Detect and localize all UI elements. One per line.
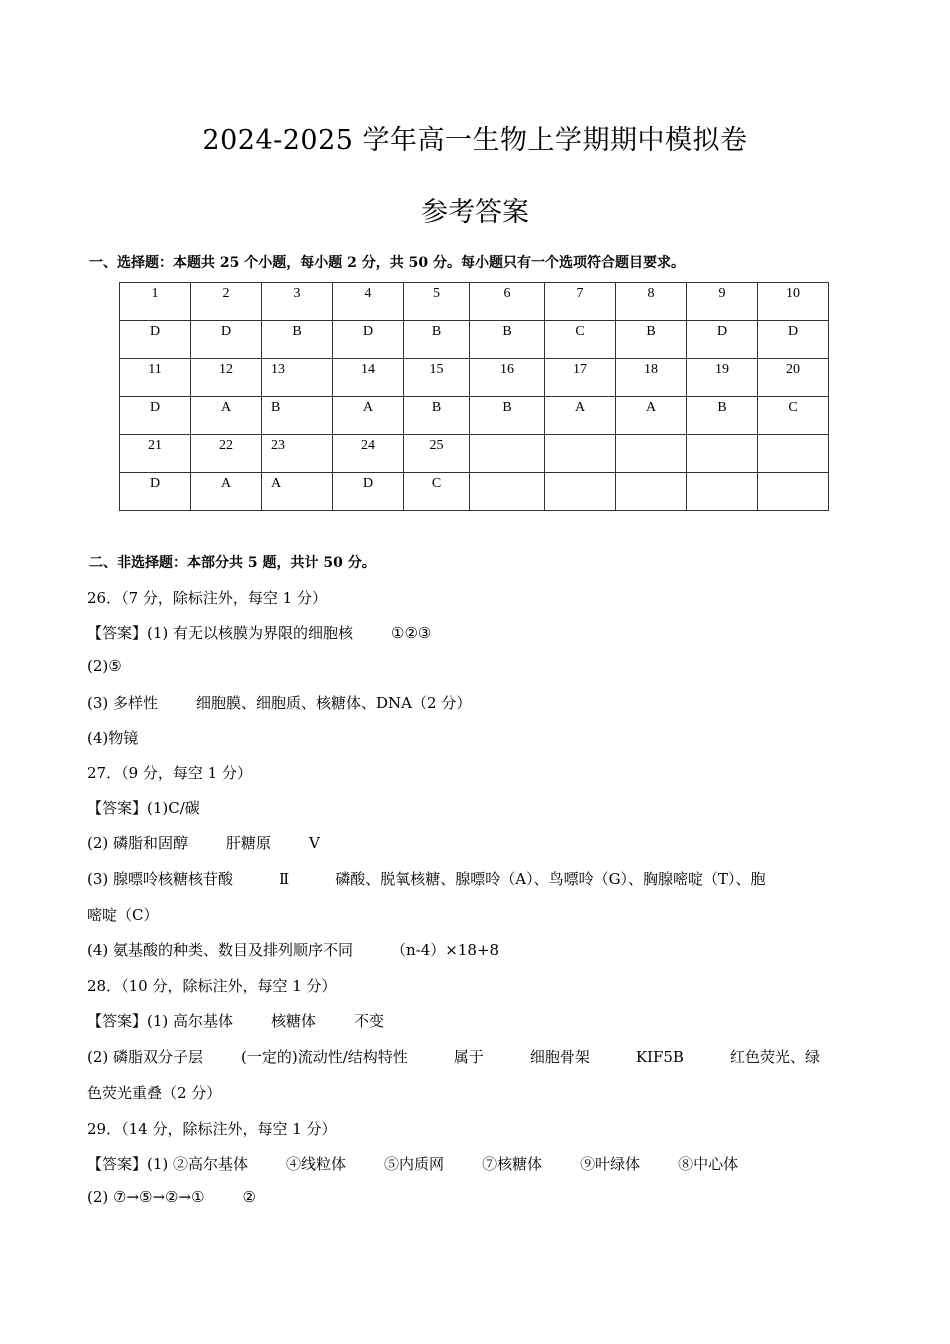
cell-text: 1 (151, 286, 159, 301)
question-number-cell (758, 283, 829, 321)
answer-cell (191, 473, 262, 511)
q27-answer-3a: (3) 腺嘌呤核糖核苷酸 (87, 870, 234, 888)
q27-answer-4 (87, 939, 499, 960)
question-number-cell (758, 359, 829, 397)
cell-text: D (220, 324, 232, 339)
cell-text: 14 (361, 362, 375, 377)
cell-text: 12 (219, 362, 233, 377)
q27-answer-4b: （n-4）×18+8 (391, 941, 500, 959)
cell-text: 13 (271, 362, 285, 377)
question-number-row (120, 283, 829, 321)
cell-text: 9 (718, 286, 726, 301)
cell-text: A (362, 400, 374, 415)
q29-heading: 29．（14 分，除标注外，每空 1 分） (87, 1120, 337, 1138)
q28-answer-2a: (2) 磷脂双分子层 (87, 1048, 204, 1066)
question-number-cell (120, 359, 191, 397)
cell-text: A (220, 476, 232, 491)
cell-text: D (149, 400, 161, 415)
cell-text: 17 (573, 362, 587, 377)
question-number-cell (404, 359, 470, 397)
q29-answer-1f: ⑧中心体 (678, 1155, 739, 1173)
q27-answer-4a: (4) 氨基酸的种类、数目及排列顺序不同 (87, 941, 354, 959)
answer-cell (333, 473, 404, 511)
answer-cell (545, 473, 616, 511)
cell-text: B (431, 400, 442, 415)
question-number-cell (262, 359, 333, 397)
answer-row (120, 397, 829, 435)
answer-cell (191, 397, 262, 435)
q27-answer-2 (87, 832, 320, 853)
answer-cell (616, 321, 687, 359)
page-subtitle: 参考答案 (421, 197, 529, 228)
cell-text: 7 (576, 286, 584, 301)
cell-text: D (716, 324, 728, 339)
answer-cell (687, 321, 758, 359)
q29-answer-1e: ⑨叶绿体 (580, 1155, 641, 1173)
cell-text (470, 473, 544, 476)
question-number-cell (120, 283, 191, 321)
cell-text: 15 (429, 362, 444, 377)
cell-text: D (362, 476, 374, 491)
q28-answer-1a: 【答案】(1) 高尔基体 (87, 1012, 234, 1030)
q29-answer-1 (87, 1153, 738, 1174)
q26-answer-3a: (3) 多样性 (87, 694, 159, 712)
q28-answer-2b: (一定的)流动性/结构特性 (241, 1048, 408, 1066)
answer-cell (333, 397, 404, 435)
cell-text (687, 435, 757, 438)
q27-answer-3 (87, 868, 766, 889)
cell-text: C (788, 400, 798, 415)
question-number-row (120, 435, 829, 473)
cell-text: D (149, 324, 161, 339)
cell-text (758, 473, 828, 476)
answer-cell (545, 321, 616, 359)
answer-cell (120, 321, 191, 359)
cell-text: 4 (364, 286, 372, 301)
question-number-cell (687, 283, 758, 321)
answer-cell (262, 321, 333, 359)
q28-heading: 28．（10 分，除标注外，每空 1 分） (87, 977, 337, 995)
question-number-cell (545, 435, 616, 473)
cell-text: B (502, 400, 512, 415)
cell-text: 22 (219, 438, 233, 453)
cell-text: 21 (148, 438, 162, 453)
cell-text: 25 (429, 438, 444, 453)
answer-row (120, 473, 829, 511)
answer-row (120, 321, 829, 359)
question-number-cell (333, 435, 404, 473)
q28-answer-1b: 核糖体 (271, 1012, 317, 1030)
q27-answer-1: 【答案】(1)C/碳 (87, 799, 200, 817)
answer-cell (333, 321, 404, 359)
cell-text: 2 (222, 286, 230, 301)
q28-answer-2c: 属于 (453, 1048, 484, 1066)
cell-text: 11 (148, 362, 162, 377)
question-number-cell (616, 359, 687, 397)
q26-answer-3 (87, 692, 471, 713)
q26-answer-1 (87, 622, 431, 643)
cell-text: 23 (271, 438, 285, 453)
cell-text (545, 473, 615, 476)
cell-text: B (502, 324, 512, 339)
answer-cell (470, 473, 545, 511)
question-number-cell (758, 435, 829, 473)
page-title: 2024-2025 学年高一生物上学期期中模拟卷 (202, 125, 748, 156)
cell-text: 24 (361, 438, 375, 453)
q29-answer-2a: (2) ⑦→⑤→②→① (87, 1188, 205, 1206)
answer-cell (687, 397, 758, 435)
q28-answer-2e: KIF5B (635, 1048, 684, 1066)
answer-table (119, 282, 829, 511)
q26-answer-1b: ①②③ (391, 624, 432, 642)
q27-answer-3b: Ⅱ (279, 870, 290, 888)
cell-text: B (717, 400, 727, 415)
section-heading-multiple-choice: 一、选择题：本题共 25 个小题，每小题 2 分，共 50 分。每小题只有一个选项符合题目要求。 (89, 255, 685, 271)
answer-cell (120, 473, 191, 511)
cell-text: 20 (786, 362, 800, 377)
q26-answer-4: (4)物镜 (87, 729, 139, 747)
q28-answer-2-cont: 色荧光重叠（2 分） (87, 1084, 222, 1102)
cell-text: A (574, 400, 586, 415)
cell-text: 19 (715, 362, 729, 377)
q28-answer-1c: 不变 (354, 1012, 385, 1030)
q27-heading: 27．（9 分，每空 1 分） (87, 764, 252, 782)
cell-text: 8 (647, 286, 655, 301)
answer-cell (470, 321, 545, 359)
answer-cell (545, 397, 616, 435)
q27-answer-3-cont: 嘧啶（C） (87, 906, 159, 924)
cell-text: 6 (503, 286, 511, 301)
answer-cell (120, 397, 191, 435)
q29-answer-2 (87, 1188, 256, 1206)
cell-text: A (271, 476, 282, 491)
answer-cell (404, 473, 470, 511)
q26-heading: 26．（7 分，除标注外，每空 1 分） (87, 589, 327, 607)
question-number-cell (687, 359, 758, 397)
q27-answer-2c: Ⅴ (309, 834, 320, 852)
cell-text (470, 435, 544, 438)
q29-answer-1d: ⑦核糖体 (482, 1155, 543, 1173)
question-number-row (120, 359, 829, 397)
cell-text (758, 435, 828, 438)
answer-cell (687, 473, 758, 511)
q26-answer-1a: 【答案】(1) 有无以核膜为界限的细胞核 (87, 624, 354, 642)
question-number-cell (404, 283, 470, 321)
cell-text (545, 435, 615, 438)
question-number-cell (120, 435, 191, 473)
question-number-cell (687, 435, 758, 473)
question-number-cell (191, 435, 262, 473)
cell-text: C (575, 324, 585, 339)
cell-text: B (646, 324, 656, 339)
cell-text: 5 (433, 286, 440, 301)
cell-text: A (645, 400, 657, 415)
cell-text (616, 473, 686, 476)
question-number-cell (470, 283, 545, 321)
cell-text: D (362, 324, 374, 339)
question-number-cell (470, 359, 545, 397)
question-number-cell (191, 359, 262, 397)
question-number-cell (616, 435, 687, 473)
q27-answer-3c: 磷酸、脱氧核糖、腺嘌呤（A）、鸟嘌呤（G）、胸腺嘧啶（T）、胞 (335, 870, 766, 888)
q29-answer-1c: ⑤内质网 (384, 1155, 445, 1173)
cell-text: 18 (644, 362, 658, 377)
cell-text (687, 473, 757, 476)
cell-text: 3 (293, 286, 301, 301)
q29-answer-1b: ④线粒体 (286, 1155, 347, 1173)
question-number-cell (545, 283, 616, 321)
q26-answer-2: (2)⑤ (87, 657, 122, 675)
question-number-cell (470, 435, 545, 473)
q29-answer-1a: 【答案】(1) ②高尔基体 (87, 1155, 249, 1173)
question-number-cell (191, 283, 262, 321)
cell-text: D (149, 476, 161, 491)
cell-text: B (271, 400, 281, 415)
answer-cell (470, 397, 545, 435)
cell-text: B (431, 324, 442, 339)
cell-text: A (220, 400, 232, 415)
q26-answer-3b: 细胞膜、细胞质、核糖体、DNA（2 分） (196, 694, 472, 712)
question-number-cell (333, 283, 404, 321)
cell-text: D (787, 324, 799, 339)
cell-text: B (292, 324, 302, 339)
q29-answer-2b: ② (242, 1188, 256, 1206)
cell-text: 16 (500, 362, 514, 377)
cell-text: C (431, 476, 442, 491)
section-heading-free-response: 二、非选择题：本部分共 5 题，共计 50 分。 (89, 555, 376, 571)
q28-answer-2d: 细胞骨架 (529, 1048, 590, 1066)
question-number-cell (616, 283, 687, 321)
q27-answer-2a: (2) 磷脂和固醇 (87, 834, 189, 852)
q27-answer-2b: 肝糖原 (226, 834, 272, 852)
answer-cell (404, 321, 470, 359)
answer-cell (758, 321, 829, 359)
q28-answer-1 (87, 1010, 384, 1031)
question-number-cell (333, 359, 404, 397)
question-number-cell (262, 283, 333, 321)
cell-text (616, 435, 686, 438)
q28-answer-2f: 红色荧光、绿 (729, 1048, 820, 1066)
question-number-cell (404, 435, 470, 473)
answer-cell (758, 397, 829, 435)
q28-answer-2 (87, 1046, 820, 1067)
answer-cell (404, 397, 470, 435)
cell-text: 10 (786, 286, 800, 301)
question-number-cell (262, 435, 333, 473)
answer-cell (262, 473, 333, 511)
answer-cell (191, 321, 262, 359)
answer-cell (616, 397, 687, 435)
answer-cell (262, 397, 333, 435)
question-number-cell (545, 359, 616, 397)
answer-cell (616, 473, 687, 511)
answer-cell (758, 473, 829, 511)
